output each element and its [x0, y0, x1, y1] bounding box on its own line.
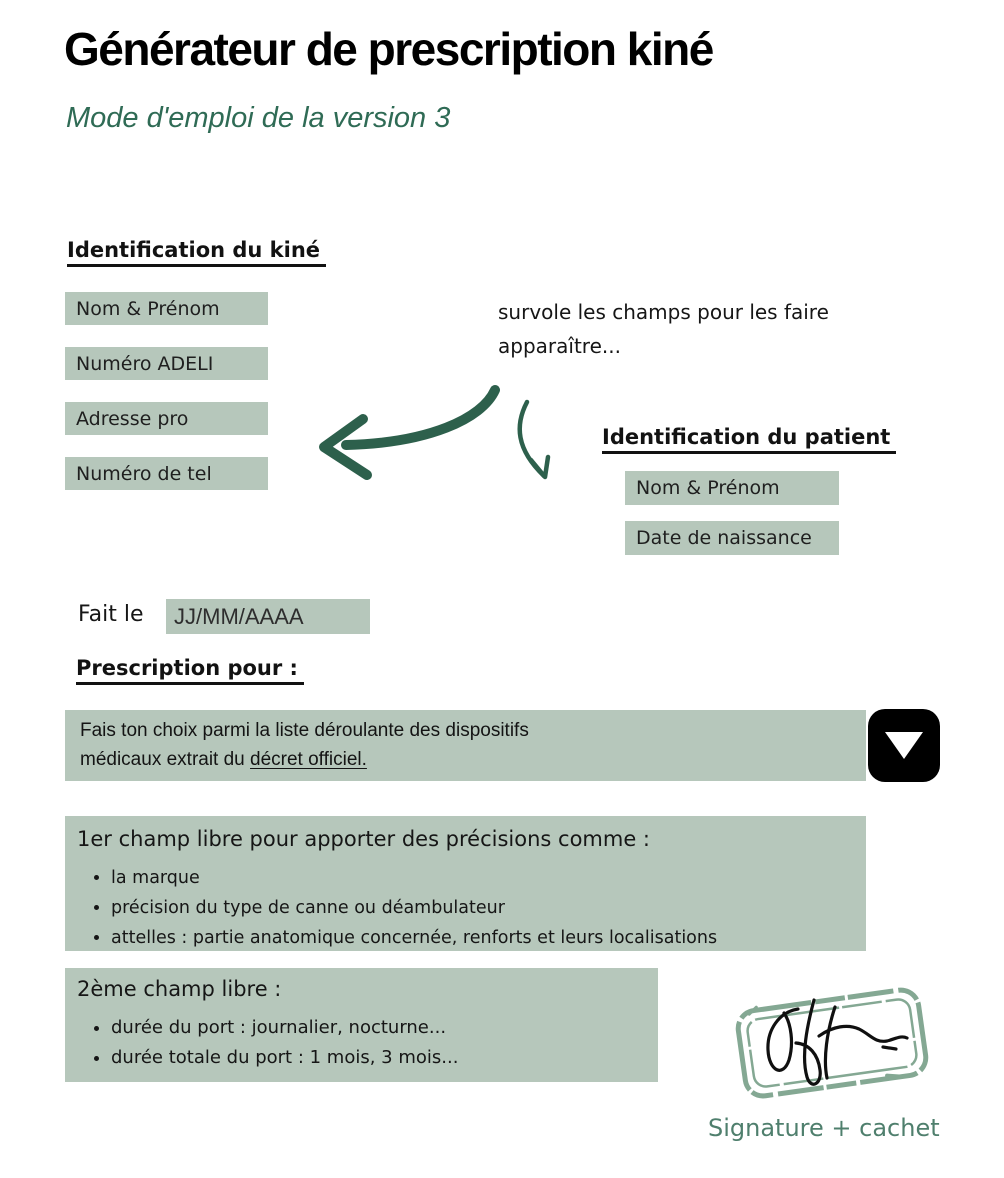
free-field-1-bullets [65, 863, 866, 953]
page-subtitle: Mode d'emploi de la version 3 [66, 102, 451, 134]
arrow-to-kine-fields-icon [324, 390, 495, 475]
free-field-2-box[interactable] [65, 968, 658, 1082]
fait-le-label: Fait le [78, 602, 144, 627]
handwritten-signature-icon [768, 1000, 907, 1084]
hover-hint-text: survole les champs pour les faire apparaître... [498, 300, 829, 358]
field-label: Date de naissance [636, 527, 812, 549]
chevron-down-icon [885, 732, 923, 759]
patient-field-date-naissance[interactable] [625, 521, 839, 555]
field-label: Nom & Prénom [76, 297, 220, 320]
free-field-1-box[interactable] [65, 816, 866, 951]
free-field-2-bullets [65, 1013, 658, 1073]
annotation-arrows [300, 365, 570, 490]
decret-officiel-link[interactable]: décret officiel. [250, 748, 367, 770]
kine-field-numero-tel[interactable] [65, 457, 268, 490]
dropdown-open-button[interactable] [868, 709, 940, 782]
date-placeholder: JJ/MM/AAAA [174, 603, 304, 629]
device-dropdown-field[interactable] [65, 710, 866, 781]
date-field[interactable] [166, 599, 370, 634]
dropdown-text-line2: médicaux extrait du décret officiel. [80, 748, 367, 770]
patient-section-heading: Identification du patient [602, 425, 896, 454]
free-field-1-heading: 1er champ libre pour apporter des précisions comme : [77, 827, 651, 851]
signature-caption: Signature + cachet [708, 1114, 940, 1142]
arrow-to-patient-fields-icon [520, 402, 548, 477]
field-label: Adresse pro [76, 407, 189, 430]
signature-stamp [732, 983, 932, 1105]
free-field-2-heading: 2ème champ libre : [77, 977, 282, 1001]
kine-section-heading: Identification du kiné [67, 238, 326, 267]
kine-field-adresse-pro[interactable] [65, 402, 268, 435]
dropdown-text-line1: Fais ton choix parmi la liste déroulante des dispositifs [80, 720, 529, 741]
prescription-heading: Prescription pour : [76, 656, 304, 685]
bullet-item: • durée totale du port : 1 mois, 3 mois... [111, 1043, 658, 1073]
patient-field-nom-prenom[interactable] [625, 471, 839, 505]
kine-field-nom-prenom[interactable] [65, 292, 268, 325]
bullet-item: • précision du type de canne ou déambulateur [111, 893, 866, 923]
bullet-item: • attelles : partie anatomique concernée, renforts et leurs localisations [111, 923, 866, 953]
field-label: Nom & Prénom [636, 477, 780, 499]
page-title: Générateur de prescription kiné [64, 23, 713, 75]
field-label: Numéro de tel [76, 462, 212, 485]
field-label: Numéro ADELI [76, 352, 214, 375]
bullet-item: • durée du port : journalier, nocturne... [111, 1013, 658, 1043]
bullet-item: • la marque [111, 863, 866, 893]
kine-field-numero-adeli[interactable] [65, 347, 268, 380]
